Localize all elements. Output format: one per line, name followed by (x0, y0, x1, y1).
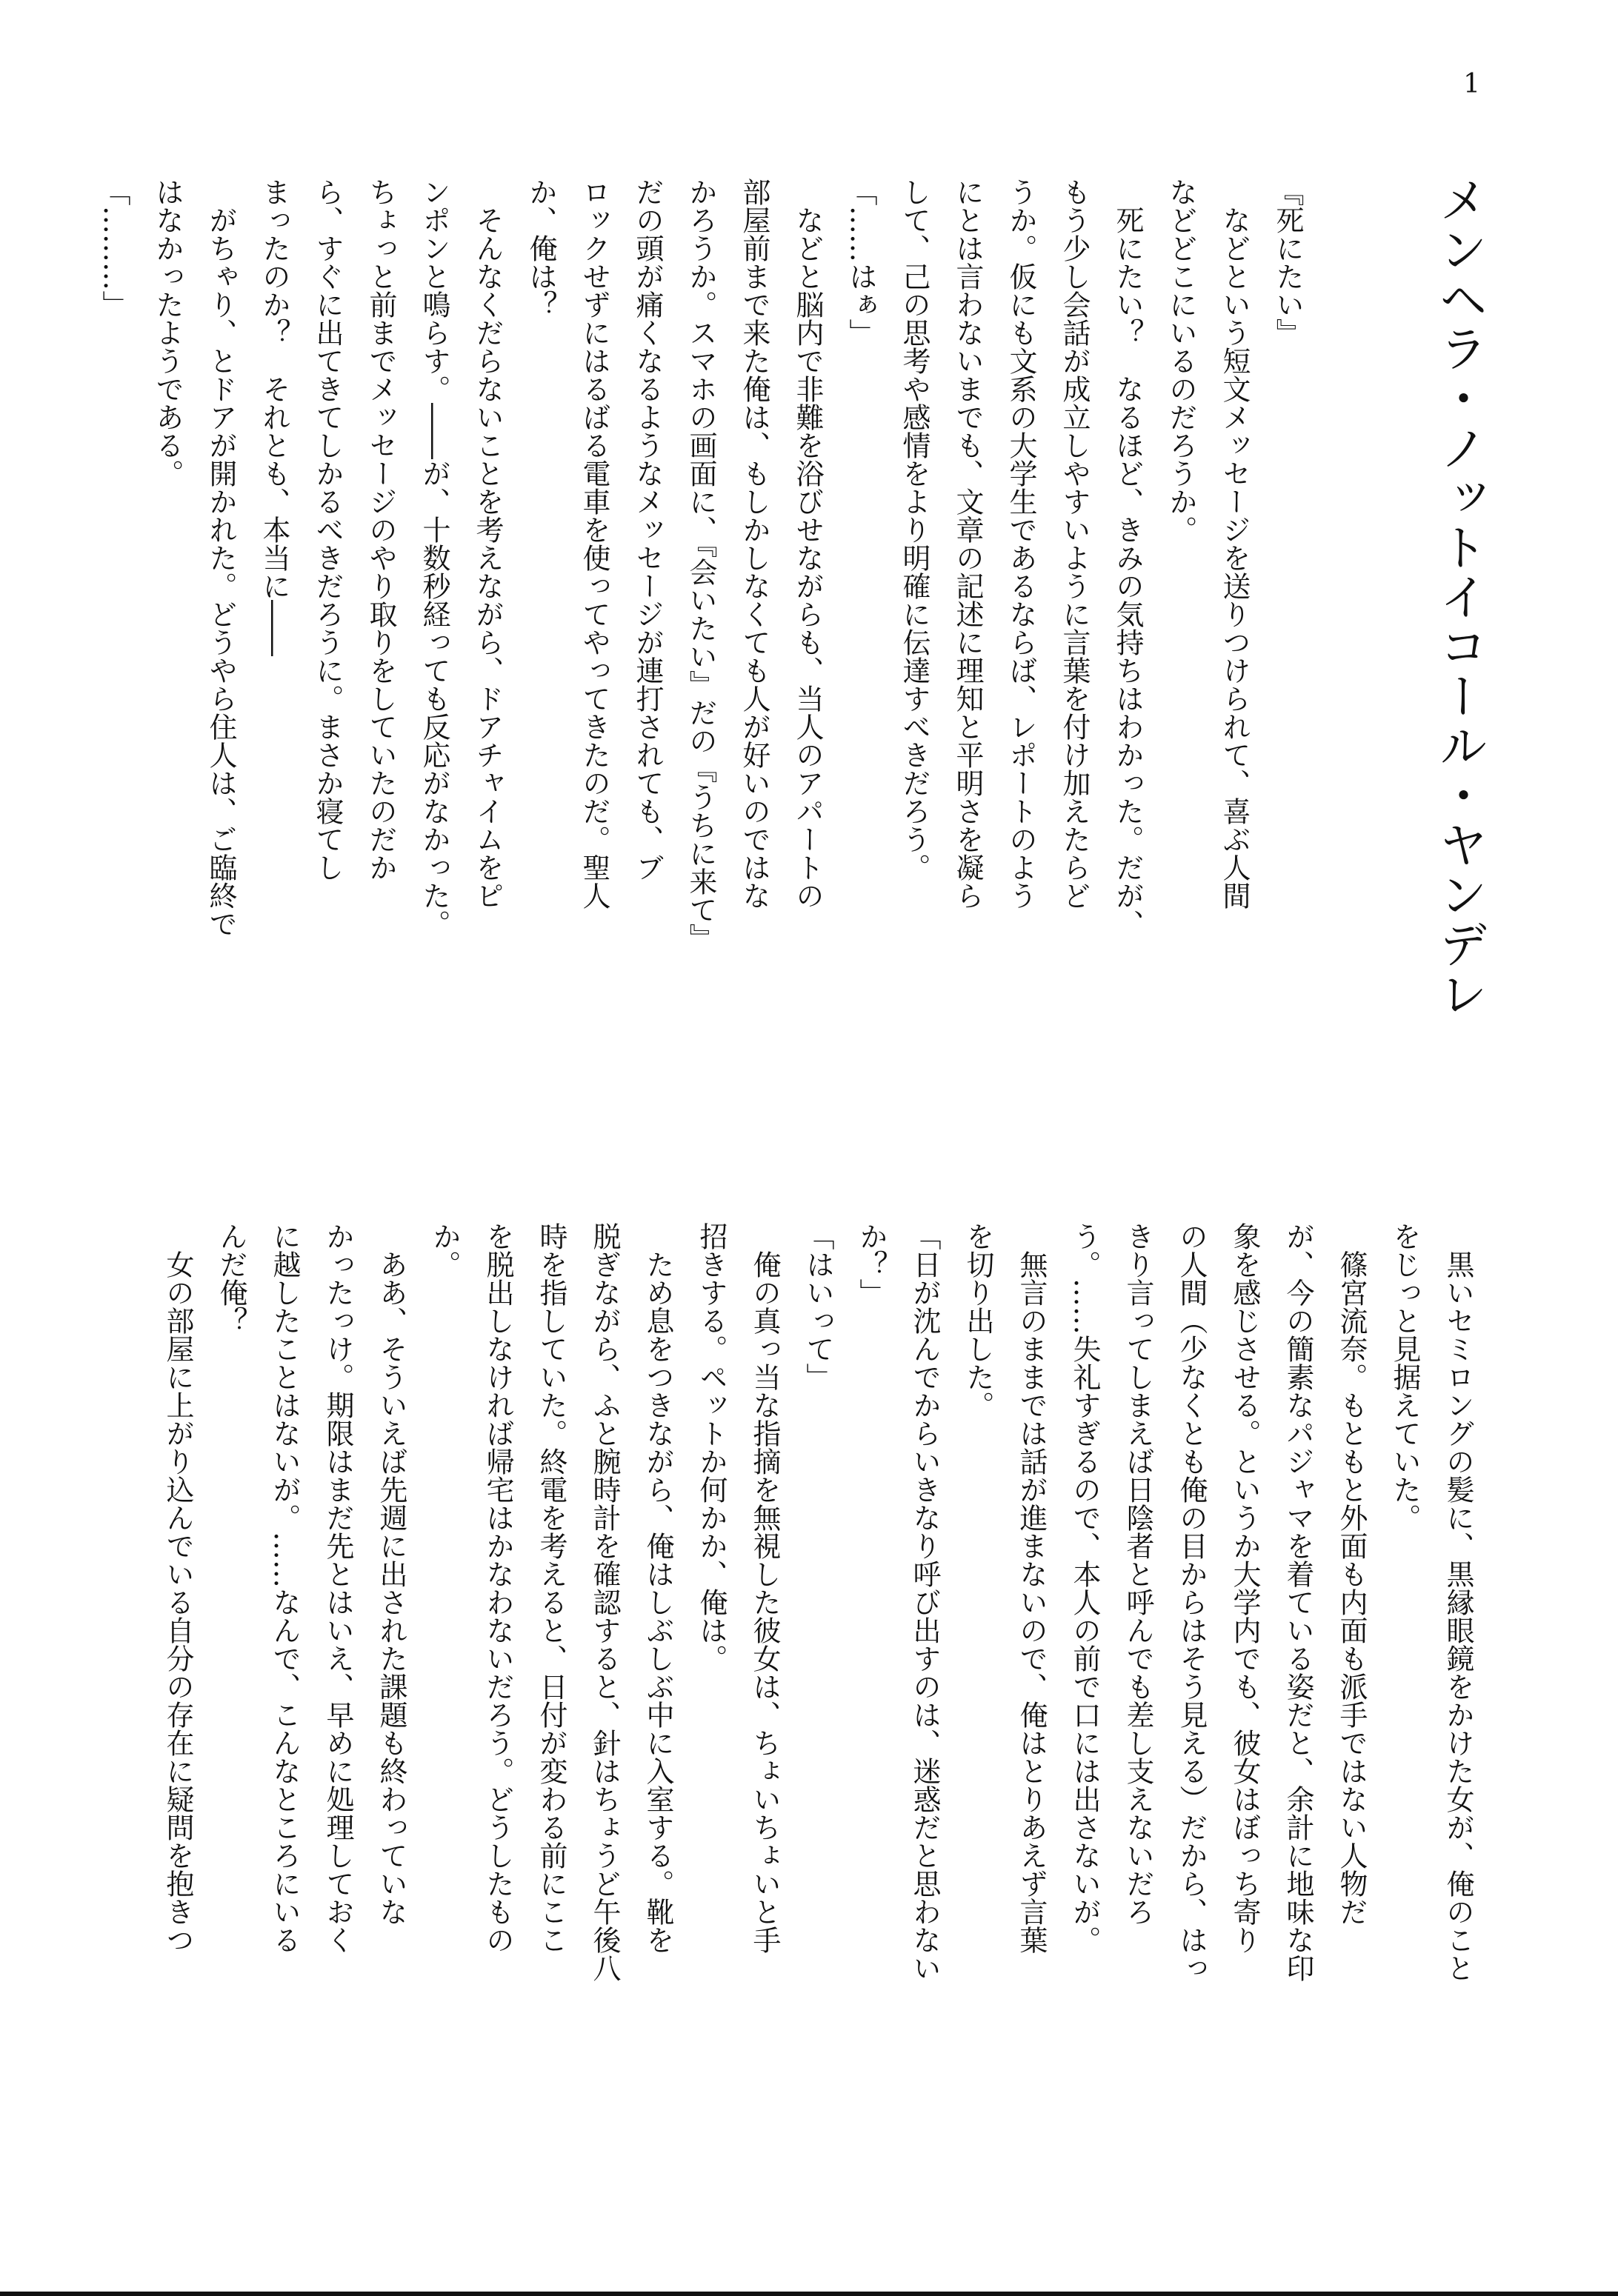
text-line: きり言ってしまえば日陰者と呼んでも差し支えないだろ (1122, 1222, 1154, 1926)
text-line: を切り出した。 (962, 1222, 994, 1419)
text-line: かろうか。スマホの画面に、『会いたい』だの『うちに来て』 (685, 178, 717, 952)
text-line: 女の部屋に上がり込んでいる自分の存在に疑問を抱きつ (162, 1222, 194, 1954)
text-line: う。……失礼すぎるので、本人の前で口には出さないが。 (1068, 1222, 1101, 1954)
text-line: 「はいって」 (802, 1222, 834, 1391)
text-line: などと脳内で非難を浴びせながらも、当人のアパートの (791, 178, 824, 910)
text-line: を脱出しなければ帰宅はかなわないだろう。どうしたもの (482, 1222, 514, 1954)
page-title: メンヘラ・ノットイコール・ヤンデレ (1431, 175, 1488, 1018)
text-line: などどこにいるのだろうか。 (1165, 178, 1197, 544)
text-line: 脱ぎながら、ふと腕時計を確認すると、針はちょうど午後八 (588, 1222, 621, 1982)
text-line: か？」 (855, 1222, 888, 1306)
text-line: が、今の簡素なパジャマを着ている姿だと、余計に地味な印 (1282, 1222, 1314, 1982)
text-line: 象を感じさせる。というか大学内でも、彼女はぼっち寄り (1228, 1222, 1261, 1954)
text-line: まったのか？ それとも、本当に―― (258, 178, 290, 656)
text-line: か、俺は？ (525, 178, 557, 318)
text-line: か。 (428, 1222, 461, 1278)
text-line: ああ、そういえば先週に出された課題も終わっていな (375, 1222, 407, 1926)
text-line: だの頭が痛くなるようなメッセージが連打されても、ブ (631, 178, 664, 881)
text-line: 無言のままでは話が進まないので、俺はとりあえず言葉 (1015, 1222, 1048, 1954)
text-line: 篠宮流奈。もともと外面も内面も派手ではない人物だ (1335, 1222, 1368, 1926)
text-line: ら、すぐに出てきてしかるべきだろうに。まさか寝てし (311, 178, 344, 881)
text-line: はなかったようである。 (151, 178, 184, 487)
text-line: かったっけ。期限はまだ先とはいえ、早めに処理しておく (322, 1222, 354, 1954)
text-line: 時を指していた。終電を考えると、日付が変わる前にここ (535, 1222, 567, 1954)
text-line: して、己の思考や感情をより明確に伝達すべきだろう。 (898, 178, 930, 881)
text-line: 「日が沈んでからいきなり呼び出すのは、迷惑だと思わない (908, 1222, 941, 1982)
text-line: の人間（少なくとも俺の目からはそう見える）だから、はっ (1175, 1222, 1208, 1982)
text-line: 招きする。ペットか何かか、俺は。 (695, 1222, 728, 1672)
text-line: などという短文メッセージを送りつけられて、喜ぶ人間 (1218, 178, 1251, 910)
text-line: ちょっと前までメッセージのやり取りをしていたのだか (364, 178, 397, 881)
text-line: 「………」 (98, 178, 130, 318)
text-column-bottom (162, 1222, 1485, 2170)
text-line: に越したことはないが。……なんで、こんなところにいる (268, 1222, 301, 1954)
text-line: ため息をつきながら、俺はしぶしぶ中に入室する。靴を (642, 1222, 674, 1954)
text-line: ンポンと鳴らす。――が、十数秒経っても反応がなかった。 (418, 178, 450, 938)
text-line: をじっと見据えていた。 (1388, 1222, 1421, 1532)
text-line: 俺の真っ当な指摘を無視した彼女は、ちょいちょいと手 (748, 1222, 781, 1954)
text-line: 部屋前まで来た俺は、もしかしなくても人が好いのではな (738, 178, 770, 910)
text-line: ロックせずにはるばる電車を使ってやってきたのだ。聖人 (578, 178, 610, 910)
footer-divider (0, 2292, 1618, 2296)
text-line: もう少し会話が成立しやすいように言葉を付け加えたらど (1058, 178, 1091, 910)
text-line: そんなくだらないことを考えながら、ドアチャイムをピ (471, 178, 504, 910)
text-line: がちゃり、とドアが開かれた。どうやら住人は、ご臨終で (204, 178, 237, 938)
text-column-top (98, 178, 1314, 1155)
text-line: うか。仮にも文系の大学生であるならば、レポートのよう (1005, 178, 1037, 910)
text-line: にとは言わないまでも、文章の記述に理知と平明さを凝ら (951, 178, 984, 910)
text-line: 黒いセミロングの髪に、黒縁眼鏡をかけた女が、俺のこと (1442, 1222, 1474, 1982)
text-line: 「……はぁ」 (845, 178, 877, 347)
text-line: 死にたい？ なるほど、きみの気持ちはわかった。だが、 (1111, 178, 1144, 938)
text-line: 『死にたい』 (1271, 178, 1304, 347)
text-line: んだ俺？ (215, 1222, 247, 1335)
page-number: 1 (1463, 69, 1480, 99)
